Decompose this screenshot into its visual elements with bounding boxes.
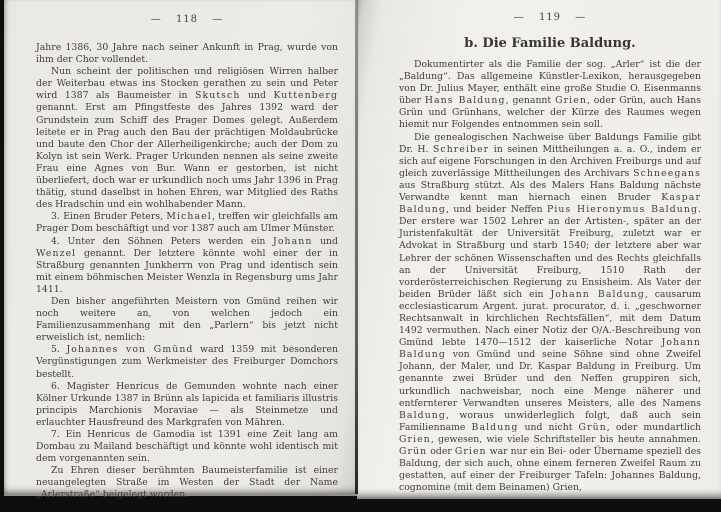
paragraph [399,132,701,495]
text-run: Pius Hieronymus Baldung [547,204,699,216]
text-run: Nun scheint der politischen und religiösen Wirren halber der Weiterbau etwas ins Stocken gerathen zu sein und Peter wird 1387 als Baumeister in [36,66,338,102]
text-run: genannt. Erst am Pfingstfeste des Jahres 1392 ward der Grundstein zum Schiff des Prager Domes gelegt. Außerdem leitete er in Prag auch den Bau der prächtigen Moldaubrücke und baute den Chor der Allerheiligenkirche; auch der Dom zu Kolyn ist sein Werk. Prager Urkunden nennen als seine zweite Frau eine Agnes von Bur. Wann er gestorben, ist nicht überliefert, doch war er urkundlich noch ums Jahr 1396 in Prag thätig, stund daselbst in hohen Ehren, war Mitglied des Raths des Hradschin und ein wohlhabender Mann. [36,102,338,211]
text-run: Kaspar Baldung [399,192,701,216]
text-run: , oder Grün, auch Hans Grün und Grünhans, welcher der Kürze des Raumes wegen hiemit nur Folgendes entnommen sein soll. [399,95,701,131]
text-run: oder [427,446,455,457]
text-run: Grien [555,95,587,107]
text-run: Zu Ehren dieser berühmten Baumeisterfamilie ist einer neuangelegten Straße im Westen der Stadt der Name „Arlerstraße“ beigelegt worden. [36,465,338,501]
text-run: , treffen wir gleichfalls am Prager Dom beschäftigt und vor 1387 auch am Ulmer Münster. [36,211,338,235]
text-run: Dokumentirter als die Familie der sog. „Arler“ ist die der „Baldung“. Das allgemeine Künstler-Lexikon, herausgegeben von Dr. Julius Mayer, enthält eine große Studie O. Eisenmanns über [399,59,701,107]
text-run: aus Straßburg stützt. Als des Malers Hans Baldung nächste Verwandte kennt man hiernach einen Bruder [399,179,701,204]
paragraph [36,66,338,211]
text-run: genannt. Der letztere könnte wohl einer der in Straßburg genannten Junkherrn von Prag und identisch sein mit einem böhmischen Meister Wenzla in Regensburg ums Jahr 1411. [36,247,338,295]
text-run: Schneegans [633,167,701,179]
text-run: Schreiber [432,143,490,155]
left-page [4,0,357,501]
paragraph [36,381,338,429]
text-run: , gewesen, wie viele Schriftsteller bis heute annahmen. [430,433,701,445]
paragraph [36,236,338,296]
text-run: 3. Einen Bruder Peters, [51,211,167,223]
section-heading: b. Die Familie Baldung. [464,36,636,51]
text-run: ward 1359 mit besonderen Vergünstigungen zum Werkmeister des Freiburger Domchors bestellt. [36,344,338,380]
text-run: Skutsch [195,90,241,102]
text-run: in seinen Mittheilungen a. a. O., indem er sich auf eigene Forschungen in den Archiven Freiburgs und auf gleich zuverlässige Mittheilungen des Archivars [399,143,701,179]
paragraph [36,211,338,235]
text-run: , und beider Neffen [445,204,547,216]
text-run: 4. Unter den Söhnen Peters werden ein [51,235,274,247]
right-page [357,0,721,499]
left-page-text [36,42,338,502]
text-run: Jahre 1386, 30 Jahre nach seiner Ankunft in Prag, wurde von ihm der Chor vollendet. [36,42,338,66]
paragraph [36,296,338,344]
text-run: . Der erstere war 1502 Lehrer an der Artisten-, später an der Juristenfakultät der Universität Freiburg, zuletzt war er Advokat in Straßburg und starb 1540; der letztere aber war Lehrer der schönen Wissenschaften und des Rechts gleichfalls an der Universität Freiburg, 1510 Rath der vorderösterreichischen Regierung zu Ensisheim. Als Vater der beiden Brüder läßt sich ein [399,204,701,300]
paragraph [36,42,338,66]
text-run: Grün [578,421,607,433]
text-run: Grün [399,446,428,457]
text-run: , woraus unwiderleglich folgt, daß auch sein Familienname [399,409,701,433]
text-run: Hans Baldung [424,95,506,107]
text-run: Johann Baldung [550,288,645,300]
text-run: und [240,90,274,102]
text-run: 6. Magister Henricus de Gemunden wohnte nach einer Kölner Urkunde 1387 in Brünn als lapicida et familiaris illustris principis Marchionis Moraviae — als Steinmetze und erlauchter Hausfreund des Markgrafen von Mähren. [36,380,338,428]
right-page-text [399,59,701,494]
page-number-left: — 118 — [150,14,224,25]
text-run: Johannes von Gmünd [66,344,194,356]
text-run: 7. Ein Henricus de Gamodia ist 1391 eine Zeit lang am Dombau zu Mailand beschäftigt und könnte wohl identisch mit dem vorgenannten sein. [36,429,338,465]
text-run: Johann [273,235,313,247]
paragraph [36,344,338,380]
text-run: Michael [166,211,212,223]
text-run: 5. [51,344,67,356]
text-run: war nur ein Bei- oder Übername speziell des Baldung, der sich auch, ohne einem ferneren Zweifel Raum zu gestatten, auf einer der Freiburger Tafeln: Johannes Baldung, cognomine (mit dem Beinamen) Grien, [399,446,702,494]
text-run: Wenzel [36,247,77,259]
text-run: Baldung [399,409,446,421]
text-run: Kuttenberg [273,90,338,102]
text-run: Johann Baldung [399,337,701,361]
text-run: , oder mundartlich [606,421,702,433]
text-run: von Gmünd und seine Söhne sind ohne Zweifel Johann, der Maler, und Dr. Kaspar Baldung in Freiburg. Um genannte zwei Brüder und den Neffen gruppiren sich, urkundlich nachweisbar, noch eine Menge näherer und entfernterer Verwandten unseres Meisters, alle des Namens [399,349,701,409]
paragraph [36,429,338,465]
text-run: Grien [399,433,431,445]
paragraph [36,465,338,501]
text-run: , causarum ecclesiasticarum Argent. jurat. procurator, d. i. „geschworner Rechtsanwalt in kirchlichen Rechtsfällen“, mit dem Datum 1492 vermuthen. Nach einer Notiz der O/A.-Beschreibung von Gmünd lebte 1470—1512 der kaiserliche Notar [399,288,701,349]
text-run: Baldung [471,421,519,433]
text-run: Den bisher angeführten Meistern von Gmünd reihen wir noch weitere an, von welchen jedoch ein Familienzusammenhang mit den „Parlern“ bis jetzt nicht erweislich ist, nemlich: [36,295,338,344]
text-run: Die genealogischen Nachweise über Baldungs Familie gibt Dr. H. [399,131,701,155]
page-fold [355,0,358,494]
text-run: und nicht [518,421,579,433]
page-number-right: — 119 — [513,12,587,23]
paragraph [399,59,701,132]
text-run: und [312,235,338,247]
text-run: , genannt [505,95,556,107]
text-run: Grien [454,446,487,457]
